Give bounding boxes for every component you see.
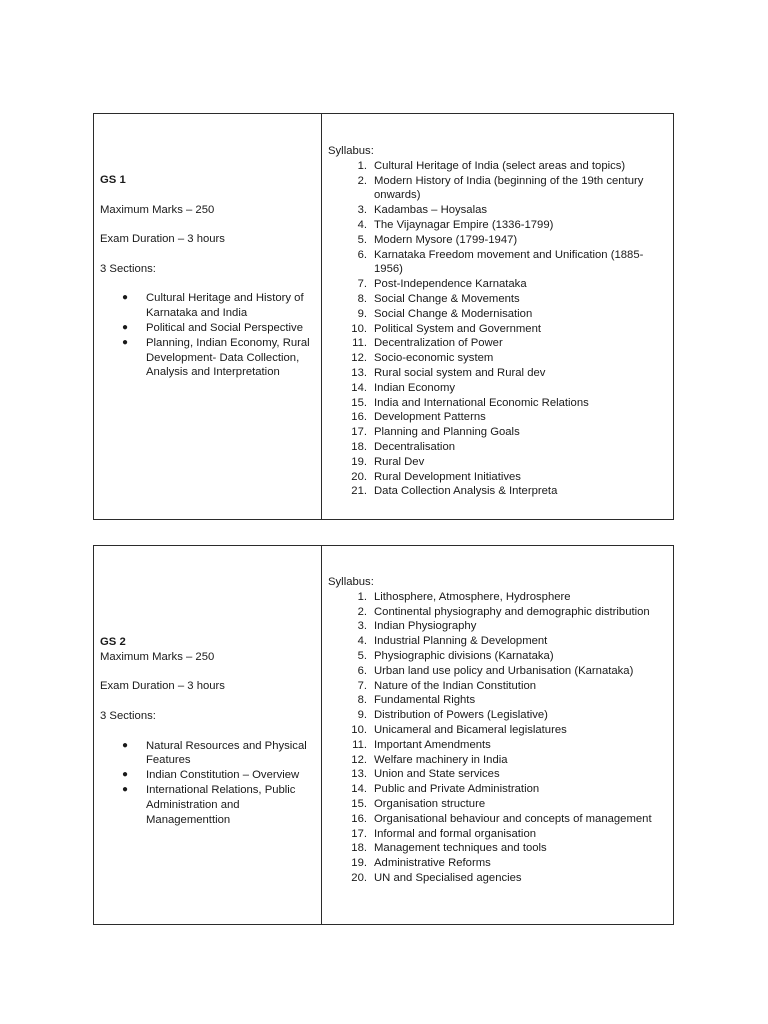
list-item bbox=[328, 277, 669, 292]
list-item bbox=[328, 782, 669, 797]
item-text: Urban land use policy and Urbanisation (Karnataka) bbox=[374, 664, 634, 677]
item-number: 4. bbox=[357, 635, 367, 648]
section-text: Planning, Indian Economy, Rural Development- Data Collection, Analysis and Interpretation bbox=[146, 336, 310, 379]
gs1-syllabus-cell bbox=[322, 114, 673, 519]
gs2-overview-cell bbox=[94, 546, 322, 924]
item-number: 16. bbox=[351, 812, 367, 825]
item-number: 13. bbox=[351, 768, 367, 781]
list-item bbox=[328, 322, 669, 337]
item-number: 5. bbox=[357, 649, 367, 662]
item-number: 3. bbox=[357, 620, 367, 633]
item-number: 19. bbox=[351, 455, 367, 468]
gs1-syllabus-list bbox=[328, 159, 669, 499]
list-item bbox=[328, 753, 669, 768]
item-number: 12. bbox=[351, 352, 367, 365]
section-item bbox=[100, 768, 317, 783]
item-text: Indian Economy bbox=[374, 381, 456, 394]
list-item bbox=[328, 233, 669, 248]
item-number: 7. bbox=[357, 679, 367, 692]
gs2-exam-duration: Exam Duration – 3 hours bbox=[100, 680, 225, 693]
list-item bbox=[328, 649, 669, 664]
item-text: Development Patterns bbox=[374, 411, 486, 424]
section-item bbox=[100, 783, 317, 827]
list-item bbox=[328, 856, 669, 871]
item-text: Distribution of Powers (Legislative) bbox=[374, 709, 548, 722]
gs1-exam-duration: Exam Duration – 3 hours bbox=[100, 233, 225, 246]
item-number: 14. bbox=[351, 381, 367, 394]
gs1-overview-cell bbox=[94, 114, 322, 519]
item-number: 9. bbox=[357, 307, 367, 320]
list-item bbox=[328, 605, 669, 620]
item-text: Public and Private Administration bbox=[374, 783, 540, 796]
gs1-syllabus-label: Syllabus: bbox=[328, 145, 374, 157]
item-text: Fundamental Rights bbox=[374, 694, 476, 707]
item-number: 8. bbox=[357, 694, 367, 707]
item-text: Lithosphere, Atmosphere, Hydrosphere bbox=[374, 590, 571, 603]
item-number: 10. bbox=[351, 322, 367, 335]
item-text: Data Collection Analysis & Interpreta bbox=[374, 485, 558, 498]
item-text: Planning and Planning Goals bbox=[374, 426, 520, 439]
item-text: Unicameral and Bicameral legislatures bbox=[374, 723, 567, 736]
item-number: 3. bbox=[357, 204, 367, 217]
section-text: Natural Resources and Physical Features bbox=[146, 739, 307, 767]
list-item bbox=[328, 484, 669, 499]
item-text: Physiographic divisions (Karnataka) bbox=[374, 649, 554, 662]
list-item bbox=[328, 827, 669, 842]
list-item bbox=[328, 634, 669, 649]
bullet-icon: ● bbox=[122, 769, 129, 781]
item-number: 18. bbox=[351, 842, 367, 855]
list-item bbox=[328, 619, 669, 634]
gs2-syllabus-list bbox=[328, 590, 669, 886]
item-text: Nature of the Indian Constitution bbox=[374, 679, 537, 692]
gs1-max-marks: Maximum Marks – 250 bbox=[100, 203, 215, 216]
gs1-sections-list bbox=[100, 291, 317, 380]
list-item bbox=[328, 307, 669, 322]
list-item bbox=[328, 396, 669, 411]
list-item bbox=[328, 738, 669, 753]
list-item bbox=[328, 366, 669, 381]
item-number: 15. bbox=[351, 797, 367, 810]
section-text: Indian Constitution – Overview bbox=[146, 769, 300, 782]
item-number: 21. bbox=[351, 485, 367, 498]
item-text: Decentralisation bbox=[374, 440, 456, 453]
list-item bbox=[328, 159, 669, 174]
item-text: Political System and Government bbox=[374, 322, 542, 335]
gs2-sections-list bbox=[100, 739, 317, 828]
bullet-icon: ● bbox=[122, 783, 129, 795]
section-text: Cultural Heritage and History of Karnataka and India bbox=[146, 292, 304, 320]
section-item bbox=[100, 739, 317, 769]
section-text: International Relations, Public Administration and Managementtion bbox=[146, 783, 296, 826]
item-number: 7. bbox=[357, 278, 367, 291]
item-text: Industrial Planning & Development bbox=[374, 635, 548, 648]
section-text: Political and Social Perspective bbox=[146, 321, 303, 334]
item-text: Social Change & Movements bbox=[374, 292, 520, 305]
item-number: 13. bbox=[351, 366, 367, 379]
bullet-icon: ● bbox=[122, 739, 129, 751]
item-number: 20. bbox=[351, 470, 367, 483]
item-text: Socio-economic system bbox=[374, 352, 494, 365]
list-item bbox=[328, 812, 669, 827]
bullet-icon: ● bbox=[122, 321, 129, 333]
item-text: The Vijaynagar Empire (1336-1799) bbox=[374, 218, 554, 231]
list-item bbox=[328, 440, 669, 455]
list-item bbox=[328, 797, 669, 812]
item-text: Continental physiography and demographic distribution bbox=[374, 605, 650, 618]
item-number: 1. bbox=[357, 159, 367, 172]
item-text: UN and Specialised agencies bbox=[374, 871, 522, 884]
item-number: 4. bbox=[357, 218, 367, 231]
item-text: Management techniques and tools bbox=[374, 842, 547, 855]
list-item bbox=[328, 218, 669, 233]
item-number: 1. bbox=[357, 590, 367, 603]
item-number: 5. bbox=[357, 233, 367, 246]
item-text: Modern History of India (beginning of the 19th century onwards) bbox=[374, 174, 644, 202]
item-text: Social Change & Modernisation bbox=[374, 307, 533, 320]
list-item bbox=[328, 174, 669, 204]
section-item bbox=[100, 321, 317, 336]
item-text: Modern Mysore (1799-1947) bbox=[374, 233, 518, 246]
item-text: Kadambas – Hoysalas bbox=[374, 204, 488, 217]
list-item bbox=[328, 351, 669, 366]
list-item bbox=[328, 336, 669, 351]
item-text: Rural Dev bbox=[374, 455, 425, 468]
gs2-syllabus-label: Syllabus: bbox=[328, 576, 374, 588]
bullet-icon: ● bbox=[122, 336, 129, 348]
list-item bbox=[328, 664, 669, 679]
item-text: Administrative Reforms bbox=[374, 857, 491, 870]
item-number: 16. bbox=[351, 411, 367, 424]
item-text: Cultural Heritage of India (select areas and topics) bbox=[374, 159, 626, 172]
list-item bbox=[328, 410, 669, 425]
item-text: Welfare machinery in India bbox=[374, 753, 508, 766]
item-number: 18. bbox=[351, 440, 367, 453]
item-number: 2. bbox=[357, 605, 367, 618]
item-number: 17. bbox=[351, 827, 367, 840]
item-number: 15. bbox=[351, 396, 367, 409]
item-number: 11. bbox=[352, 337, 367, 350]
list-item bbox=[328, 455, 669, 470]
gs1-title: GS 1 bbox=[100, 174, 126, 186]
list-item bbox=[328, 723, 669, 738]
item-text: Rural social system and Rural dev bbox=[374, 366, 546, 379]
item-text: Organisation structure bbox=[374, 797, 486, 810]
item-number: 2. bbox=[357, 174, 367, 187]
item-number: 11. bbox=[352, 738, 367, 751]
item-number: 8. bbox=[357, 292, 367, 305]
item-text: Informal and formal organisation bbox=[374, 827, 537, 840]
list-item bbox=[328, 841, 669, 856]
section-item bbox=[100, 336, 317, 380]
item-text: Karnataka Freedom movement and Unification (1885-1956) bbox=[374, 248, 644, 276]
list-item bbox=[328, 292, 669, 307]
list-item bbox=[328, 871, 669, 886]
item-text: Indian Physiography bbox=[374, 620, 477, 633]
gs2-max-marks: Maximum Marks – 250 bbox=[100, 650, 215, 663]
list-item bbox=[328, 425, 669, 440]
gs1-sections-label: 3 Sections: bbox=[100, 262, 156, 275]
list-item bbox=[328, 381, 669, 396]
list-item bbox=[328, 708, 669, 723]
item-number: 14. bbox=[351, 783, 367, 796]
list-item bbox=[328, 679, 669, 694]
list-item bbox=[328, 590, 669, 605]
list-item bbox=[328, 203, 669, 218]
item-text: Important Amendments bbox=[374, 738, 491, 751]
item-text: India and International Economic Relations bbox=[374, 396, 589, 409]
item-number: 9. bbox=[357, 709, 367, 722]
item-number: 20. bbox=[351, 871, 367, 884]
item-number: 6. bbox=[357, 664, 367, 677]
item-text: Organisational behaviour and concepts of management bbox=[374, 812, 652, 825]
item-text: Post-Independence Karnataka bbox=[374, 278, 527, 291]
gs2-sections-label: 3 Sections: bbox=[100, 709, 156, 722]
gs2-syllabus-cell bbox=[322, 546, 673, 924]
list-item bbox=[328, 470, 669, 485]
gs2-title: GS 2 bbox=[100, 636, 126, 648]
item-text: Rural Development Initiatives bbox=[374, 470, 521, 483]
list-item bbox=[328, 248, 669, 278]
list-item bbox=[328, 693, 669, 708]
list-item bbox=[328, 767, 669, 782]
item-number: 10. bbox=[351, 723, 367, 736]
bullet-icon: ● bbox=[122, 292, 129, 304]
gs2-table bbox=[93, 545, 674, 925]
item-number: 17. bbox=[351, 426, 367, 439]
item-text: Decentralization of Power bbox=[374, 337, 503, 350]
item-number: 6. bbox=[357, 248, 367, 261]
item-number: 12. bbox=[351, 753, 367, 766]
gs1-table bbox=[93, 113, 674, 520]
item-number: 19. bbox=[351, 857, 367, 870]
section-item bbox=[100, 291, 317, 321]
item-text: Union and State services bbox=[374, 768, 500, 781]
